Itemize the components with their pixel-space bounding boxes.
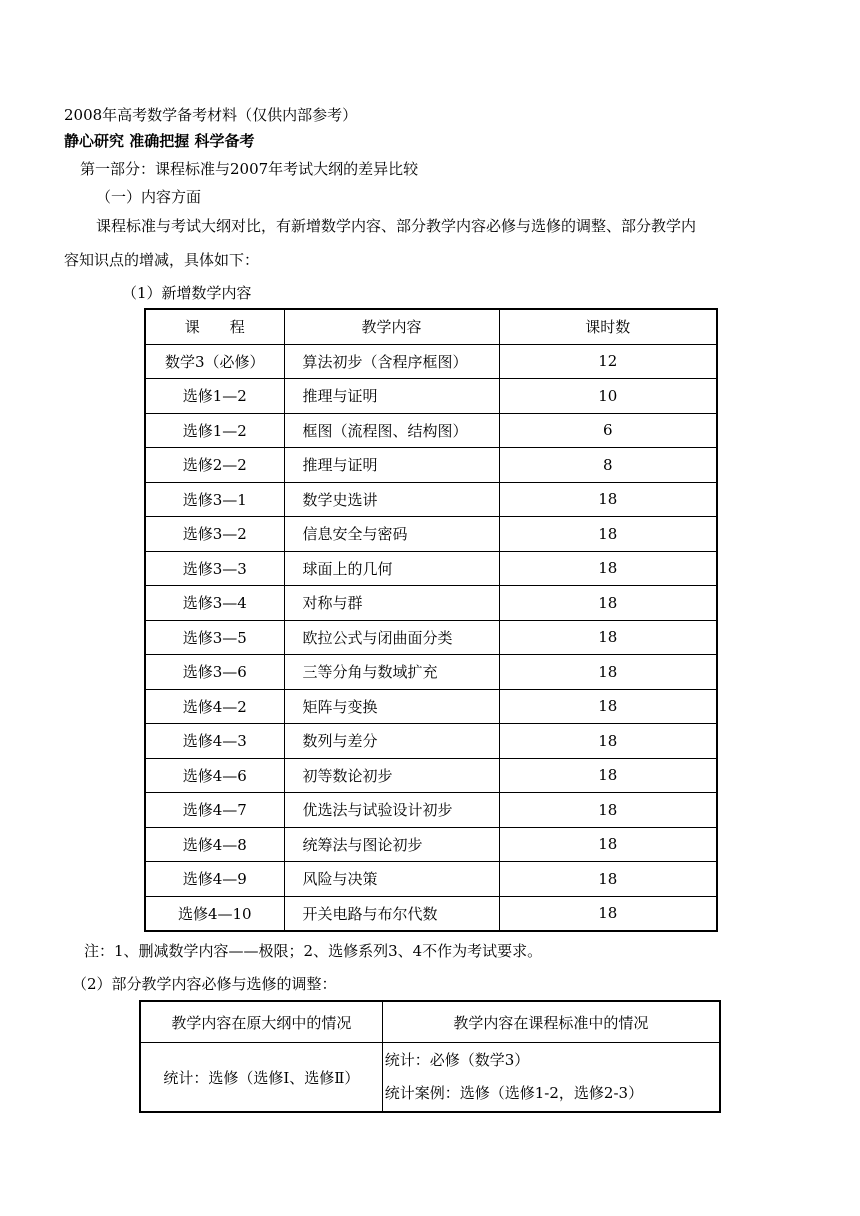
hours-cell: 18 (499, 724, 717, 759)
content-cell: 信息安全与密码 (284, 517, 499, 552)
course-cell: 选修2—2 (145, 448, 284, 483)
table-row (145, 724, 717, 759)
table-row (145, 448, 717, 483)
subsection-heading-1: （1）新增数学内容 (122, 284, 252, 302)
content-cell: 推理与证明 (284, 448, 499, 483)
hours-cell: 18 (499, 862, 717, 897)
course-cell: 选修3—3 (145, 551, 284, 586)
content-cell: 优选法与试验设计初步 (284, 793, 499, 828)
content-cell: 框图（流程图、结构图） (284, 413, 499, 448)
table-row (145, 793, 717, 828)
table-row (145, 620, 717, 655)
course-cell: 数学3（必修） (145, 344, 284, 379)
table-row (145, 551, 717, 586)
old-syllabus-cell: 统计：选修（选修Ⅰ、选修Ⅱ） (140, 1043, 382, 1113)
table-header-row (140, 1001, 720, 1043)
new-standard-line2: 统计案例：选修（选修1-2，选修2-3） (384, 1084, 644, 1102)
course-cell: 选修1—2 (145, 413, 284, 448)
intro-paragraph-line1: 课程标准与考试大纲对比，有新增数学内容、部分教学内容必修与选修的调整、部分教学内 (96, 217, 697, 235)
bold-title: 静心研究 准确把握 科学备考 (64, 132, 255, 150)
course-cell: 选修3—5 (145, 620, 284, 655)
table-row (145, 689, 717, 724)
table-row (145, 862, 717, 897)
course-cell: 选修4—8 (145, 827, 284, 862)
hours-cell: 18 (499, 586, 717, 621)
hours-cell: 18 (499, 551, 717, 586)
hours-cell: 18 (499, 655, 717, 690)
table-row (145, 896, 717, 931)
course-cell: 选修4—7 (145, 793, 284, 828)
header-new-standard: 教学内容在课程标准中的情况 (382, 1001, 720, 1043)
intro-paragraph-line2: 容知识点的增减，具体如下： (64, 251, 260, 269)
content-cell: 数学史选讲 (284, 482, 499, 517)
header-content: 教学内容 (284, 309, 499, 344)
hours-cell: 18 (499, 689, 717, 724)
new-standard-line1: 统计：必修（数学3） (384, 1051, 530, 1069)
hours-cell: 18 (499, 517, 717, 552)
table-row (140, 1043, 720, 1113)
content-cell: 统筹法与图论初步 (284, 827, 499, 862)
table-row (145, 344, 717, 379)
content-cell: 数列与差分 (284, 724, 499, 759)
header-old-syllabus: 教学内容在原大纲中的情况 (140, 1001, 382, 1043)
header-hours: 课时数 (499, 309, 717, 344)
content-cell: 初等数论初步 (284, 758, 499, 793)
course-cell: 选修3—4 (145, 586, 284, 621)
table-row (145, 482, 717, 517)
hours-cell: 6 (499, 413, 717, 448)
content-cell: 推理与证明 (284, 379, 499, 414)
hours-cell: 18 (499, 896, 717, 931)
table-row (145, 586, 717, 621)
course-cell: 选修4—3 (145, 724, 284, 759)
hours-cell: 10 (499, 379, 717, 414)
course-cell: 选修4—6 (145, 758, 284, 793)
new-standard-cell (382, 1043, 720, 1113)
hours-cell: 18 (499, 482, 717, 517)
content-cell: 对称与群 (284, 586, 499, 621)
course-cell: 选修4—10 (145, 896, 284, 931)
hours-cell: 18 (499, 793, 717, 828)
header-line: 2008年高考数学备考材料（仅供内部参考） (64, 106, 358, 124)
hours-cell: 8 (499, 448, 717, 483)
table-row (145, 827, 717, 862)
table-header-row (145, 309, 717, 344)
hours-cell: 12 (499, 344, 717, 379)
subsection-heading-2: （2）部分教学内容必修与选修的调整： (72, 975, 337, 993)
course-cell: 选修3—1 (145, 482, 284, 517)
course-cell: 选修1—2 (145, 379, 284, 414)
content-cell: 欧拉公式与闭曲面分类 (284, 620, 499, 655)
course-cell: 选修3—2 (145, 517, 284, 552)
course-cell: 选修4—2 (145, 689, 284, 724)
header-course: 课 程 (145, 309, 284, 344)
table-row (145, 517, 717, 552)
content-cell: 开关电路与布尔代数 (284, 896, 499, 931)
content-cell: 矩阵与变换 (284, 689, 499, 724)
section-heading: （一）内容方面 (96, 188, 202, 206)
content-cell: 三等分角与数域扩充 (284, 655, 499, 690)
table-row (145, 413, 717, 448)
course-cell: 选修3—6 (145, 655, 284, 690)
table-row (145, 655, 717, 690)
content-cell: 算法初步（含程序框图） (284, 344, 499, 379)
table-row (145, 758, 717, 793)
content-cell: 风险与决策 (284, 862, 499, 897)
hours-cell: 18 (499, 827, 717, 862)
hours-cell: 18 (499, 620, 717, 655)
course-cell: 选修4—9 (145, 862, 284, 897)
adjustment-table (139, 1000, 721, 1113)
hours-cell: 18 (499, 758, 717, 793)
note-line: 注：1、删减数学内容——极限；2、选修系列3、4不作为考试要求。 (84, 942, 543, 960)
new-content-table (144, 308, 718, 932)
part-title: 第一部分：课程标准与2007年考试大纲的差异比较 (80, 160, 419, 178)
content-cell: 球面上的几何 (284, 551, 499, 586)
table-row (145, 379, 717, 414)
